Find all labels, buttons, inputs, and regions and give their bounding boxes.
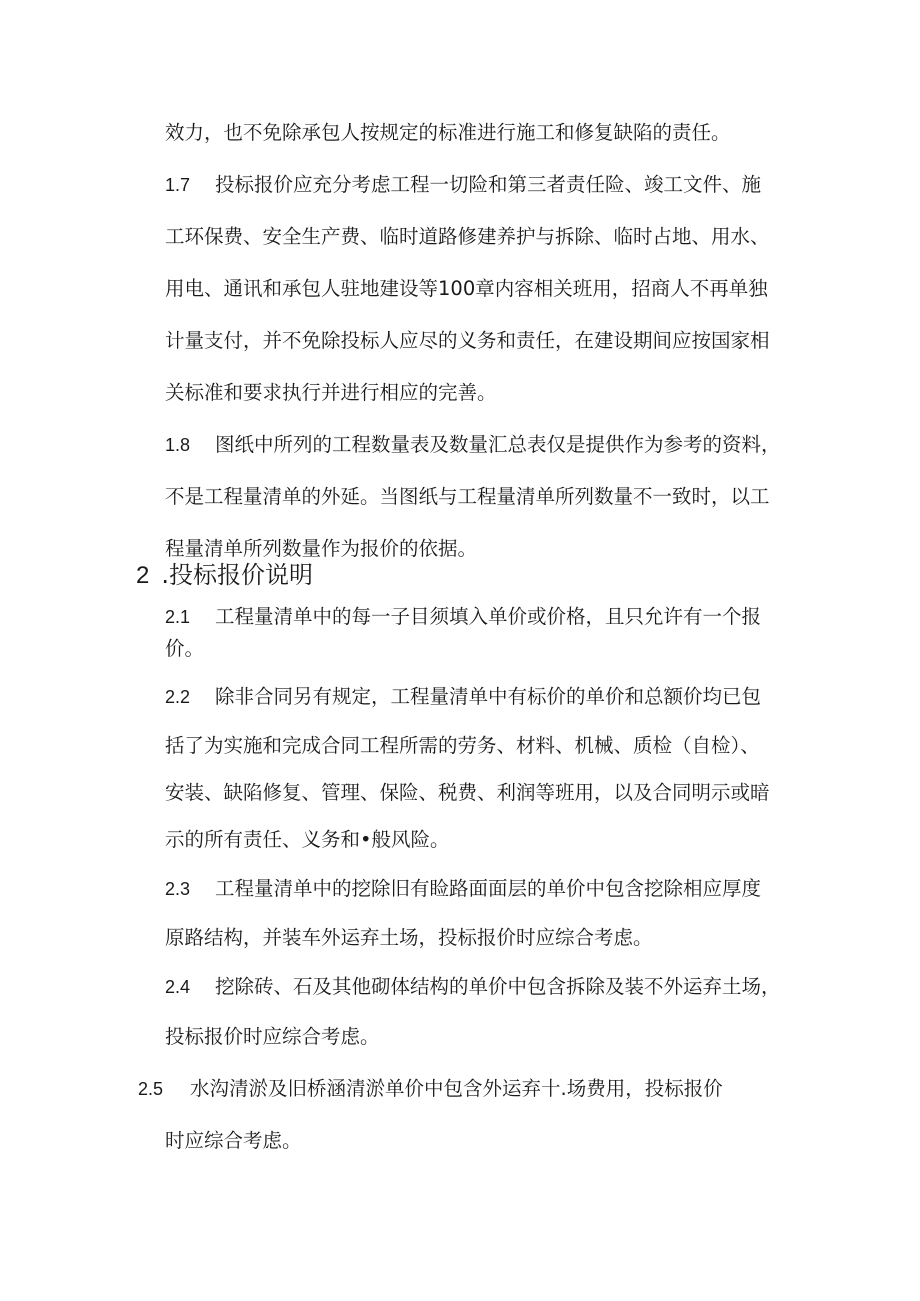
paragraph-line: 不是工程量清单的外延。当图纸与工程量清单所列数量不一致时，以工: [165, 485, 770, 508]
clause-number: 2.4: [165, 977, 191, 997]
paragraph-line: 时应综合考虑。: [165, 1129, 302, 1152]
paragraph-line: 工环保费、安全生产费、临时道路修建养护与拆除、临时占地、用水、: [165, 225, 770, 248]
paragraph-line: 价。: [165, 637, 205, 660]
clause-2-2-line: [165, 684, 761, 710]
paragraph-line: 关标准和要求执行并进行相应的完善。: [165, 381, 497, 404]
paragraph-line: 括了为实施和完成合同工程所需的劳务、材料、机械、质检（自检）、: [165, 734, 760, 757]
paragraph-line: 效力，也不免除承包人按规定的标准进行施工和修复缺陷的责任。: [165, 121, 731, 144]
section-title: .投标报价说明: [161, 561, 313, 589]
paragraph-line: 投标报价时应综合考虑。: [165, 1025, 380, 1048]
paragraph-text: 投标报价应充分考虑工程一切险和第三者责任险、竣工文件、施: [215, 173, 762, 196]
clause-2-3-line: [165, 876, 761, 902]
paragraph-line: 安装、缺陷修复、管理、保险、税费、利润等班用，以及合同明示或暗: [165, 781, 770, 804]
clause-1-7-line: [165, 172, 761, 198]
clause-number: 2.1: [165, 607, 191, 627]
clause-number: 2.2: [165, 687, 191, 707]
paragraph-text: 工程量清单中的每一子目须填入单价或价格，且只允许有一个报: [215, 605, 762, 628]
clause-2-5-line: [138, 1076, 723, 1102]
clause-number: 2.5: [138, 1079, 164, 1099]
paragraph-text: 水沟清淤及旧桥涵清淤单价中包含外运弃十.场费用，投标报价: [190, 1077, 723, 1100]
paragraph-line: 用电、通讯和承包人驻地建设等100章内容相关班用，招商人不再单独: [165, 277, 768, 300]
paragraph-text: 挖除砖、石及其他砌体结构的单价中包含拆除及装不外运弃土场，: [215, 975, 781, 998]
section-heading: [136, 560, 313, 591]
clause-number: 2.3: [165, 879, 191, 899]
clause-2-4-line: [165, 974, 781, 1000]
paragraph-line: 程量清单所列数量作为报价的依据。: [165, 537, 478, 560]
paragraph-text: 图纸中所列的工程数量表及数量汇总表仅是提供作为参考的资料，: [215, 433, 781, 456]
paragraph-line: 计量支付，并不免除投标人应尽的义务和责任，在建设期间应按国家相: [165, 329, 770, 352]
paragraph-line: 示的所有责任、义务和•般风险。: [165, 828, 450, 851]
section-number: 2: [136, 562, 150, 589]
clause-number: 1.8: [165, 435, 191, 455]
paragraph-line: 原路结构，并装车外运弃土场，投标报价时应综合考虑。: [165, 926, 653, 949]
paragraph-text: 除非合同另有规定，工程量清单中有标价的单价和总额价均已包: [215, 685, 762, 708]
paragraph-text: 工程量清单中的挖除旧有睑路面面层的单价中包含挖除相应厚度: [215, 877, 762, 900]
clause-1-8-line: [165, 432, 781, 458]
clause-number: 1.7: [165, 175, 191, 195]
clause-2-1-line: [165, 604, 761, 630]
